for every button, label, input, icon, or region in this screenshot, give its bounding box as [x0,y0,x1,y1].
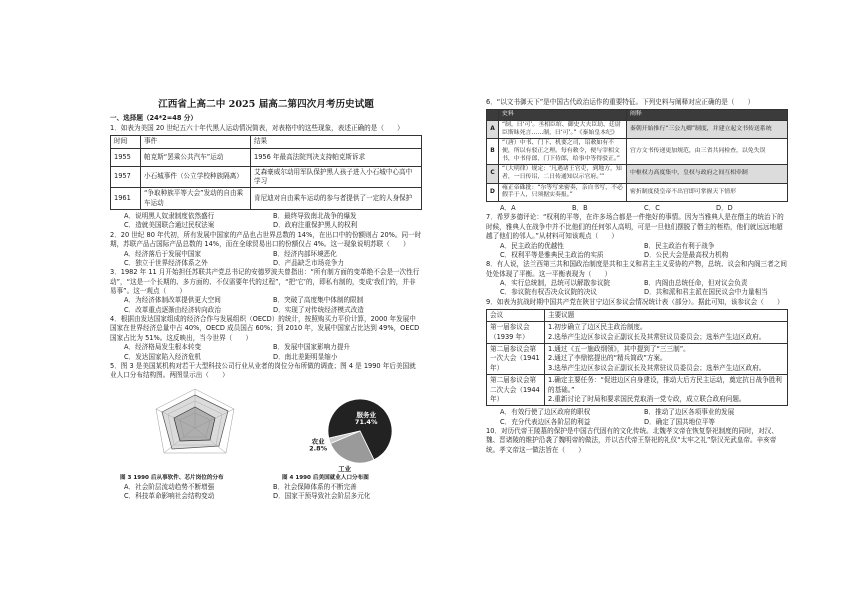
option-b[interactable]: B．经济内部环境恶化 [273,249,337,258]
table-cell: A [487,121,499,139]
question-9-stem: 9．如表为抗战时期中国共产党在陕甘宁边区参议会情况统计表（部分）。据此可知，该参议会（ ） [486,297,784,306]
question-2-stem: 2．20 世纪 80 年代初，所有发展中国家的产品也占世界总数的 14%，在出口中的份额则占 20%。同一时期，苏联产品占国际产品总数的 14%，而在全球贸易出口的份额仅占 4%。这一现象说明苏联（ ） [110,230,422,249]
question-5-stem: 5．图 3 是美国某机构对若干大型科技公司行业从业者的岗位分布所做的调查；图 4 是 1990 年后美国就业人口分布结构图。两图显示出（ ） [110,361,416,380]
table-row [487,344,788,375]
table-cell: “争取种族平等大会”发动的自由乘车运动 [141,188,251,210]
question-2-options [110,250,422,269]
radar-diagram [120,383,270,473]
option-b[interactable]: B．推动了边区各项事业的发展 [644,408,735,417]
exam-title: 江西省上高二中 2025 届高二第四次月考历史试题 [158,99,374,110]
option-c[interactable]: C．权利平等是雅典民主政治的实质 [500,250,604,259]
table-cell: 1955 [111,148,141,166]
pie-label-value: 2.8% [309,444,328,453]
option-a[interactable]: A．经济落后于发展中国家 [124,249,202,258]
table-header-cell: 会议 [487,310,545,322]
table-cell: 秦朝开始推行“三公九卿”制度，并建立起文书传送系统 [627,121,788,139]
option-a[interactable]: A．为经济体制改革提供更大空间 [124,296,221,305]
table-header-cell [487,110,499,121]
table-row [111,188,422,210]
option-a[interactable]: A．有效行使了边区政府的职权 [500,408,591,417]
table-row [487,139,788,165]
option-d[interactable]: D．南北差距明显缩小 [273,352,338,361]
option-b[interactable]: B．B [572,204,588,213]
option-a[interactable]: A．实行总统制，总统可以解散参议院 [500,278,611,287]
option-c[interactable]: C．造就美国联合通过民权法案 [124,221,215,230]
table-header-row [487,310,788,322]
table-cell: 帕克斯“罢乘公共汽车”运动 [141,148,251,166]
table-cell: 肯尼迪对自由乘车运动的参与者提供了一定的人身保护 [251,188,422,210]
table-header-cell: 结果 [251,136,422,148]
question-7-stem: 7．希罗多德评论：“权利的平等，在许多场合都是一件绝好的事情。因为当雅典人是在僭主的统治下的时候，雅典人在战争中并不比他们的任何邻人高明，可是一旦他们摆脱了僭主的桎梏，他们就远远地超越了他们的邻人。”从材料可知该观点（ ） [486,213,784,241]
section-heading: 一、选择题（24*2=48 分） [110,113,197,122]
question-9-options [486,408,788,427]
table-header-cell: 时间 [111,136,141,148]
table-row [111,148,422,166]
pie-label-category: 工业 [338,464,352,473]
question-9-table [486,309,788,406]
left-column [110,98,422,501]
table-cell: 1957 [111,166,141,188]
option-c[interactable]: C．改革重点逐渐由经济转向政治 [124,305,221,314]
option-d[interactable]: D．确定了国共地位平等 [644,417,716,426]
option-c[interactable]: C．C [644,204,660,213]
question-8-options [486,279,788,298]
table-cell: C [487,165,499,183]
option-c[interactable]: C．科技革命影响社会结构变动 [124,491,215,500]
option-a[interactable]: A．社会阶层流动趋势不断增强 [124,482,215,491]
table-cell: 雍正帝硃批：“尔等写来密奏，亲自书写，不必假手于人，只须据实奏报。” [499,183,627,201]
table-row [487,183,788,201]
pie-label-value [333,472,356,473]
option-d[interactable]: D．国家干预导致社会阶层多元化 [273,491,371,500]
option-b[interactable]: B．民主政治有利于战争 [644,241,715,250]
option-b[interactable]: B．突破了高度集中体制的限制 [273,296,364,305]
question-10-stem: 10．对历代帝王陵墓的保护是中国古代固有的文化传统。北魏孝文帝在恢复祭祀制度的同时，对汉、魏、晋诸陵的维护沿袭了魏明帝的做法，并以古代帝王祭祀的礼仪“太牢之礼”祭汉光武皇帝。辛亥帝统。孝文帝这一做法旨在（ ） [486,426,778,454]
option-b[interactable]: B．内阁由总统任命，但对议会负责 [644,278,748,287]
figure-3-caption: 图 3 1990 后从事软件、芯片岗位的分布 [120,474,224,481]
option-d[interactable]: D．共和派和君主派在国民议会中力量相当 [644,288,768,297]
table-row [111,166,422,188]
figure-4-caption: 图 4 1990 后美国就业人口分布图 [282,474,369,481]
table-cell: 1956 年最高法院判决支持帕克斯诉求 [251,148,422,166]
question-8-stem: 8．有人说，法兰西第三共和国政治制度是共和主义和君主主义妥协的产物，总统、议会和内阁三者之间处处体现了平衡。这一平衡表现为（ ） [486,260,787,278]
option-d[interactable]: D．政府注重保护黑人的权利 [273,221,358,230]
option-a[interactable]: A．A [500,204,516,213]
pie-chart [282,383,412,473]
pie-label-category: 农业 [311,437,325,446]
table-header-cell: 主要议题 [545,310,788,322]
table-cell: “制，曰‘可’。丞相臣绾、御史大夫臣劫、廷尉臣斯昧死言……制，曰‘可’。”《秦始皇本纪》 [499,121,627,139]
table-cell: 1.确定主要任务：“促进边区自身建设，推动大后方民主运动，奠定抗日战争胜利的基础。” 2.重新讨论了时局和要求国民党取消一党专政，成立联合政府问题。 [545,375,788,406]
option-b[interactable]: B．最终导致南北战争的爆发 [273,212,357,221]
question-1-stem: 1．如表为美国 20 世纪五六十年代黑人运动情况简表，对表格中的这些现象，表述正确的是（ ） [110,123,404,132]
table-row [487,375,788,406]
table-row [487,322,788,344]
question-5-figures [120,383,422,483]
table-cell: “（唐）中书、门下、机要之司，诏敕如有不便，所以有驳正之理。每有敕令，便与宰相文书，中书侍郎，门下侍郎，给事中等得驳正。” [499,139,627,165]
table-cell: 第二届参议会第一次大会（1941 年） [487,344,545,375]
question-6-table [486,109,788,202]
table-cell: 1.初步确立了边区民主政治制度。 2.选举产生边区参议会正副议长及其常驻议员委员会；选举产生边区政府。 [545,322,788,344]
figure-4 [282,383,412,483]
pie-label-category: 服务业 [356,410,376,419]
option-a[interactable]: A．经济格局发生根本转变 [124,343,202,352]
table-cell: 中枢权力高度集中，皇权与政府之间互相牵制 [627,165,788,183]
option-d[interactable]: D．公民大会是最高权力机构 [644,250,729,259]
question-4-stem: 4．根据由发达国家组成的经济合作与发展组织（OECD）的统计，按照购买力平价计算，2000 年发展中国家在世界经济总量中占 40%，OECD 成员国占 60%；到 2010 年，发展中国家占比达到 49%，OECD 国家占比为 51%。这反映出，当今世界（ ） [110,315,420,342]
figure-3 [120,383,270,483]
option-d[interactable]: D．实现了对传统经济模式改造 [273,305,364,314]
table-cell: 第二届参议会第二次大会（1944 年） [487,375,545,406]
table-header-row [487,110,788,121]
right-column [486,98,788,455]
table-row [487,121,788,139]
option-c[interactable]: C．发达国家陷入经济危机 [124,352,202,361]
table-cell: “（大明律）规定：‘凡遇诸王官吏，到地方，知者，一日传诏，二日传通知以示官府。’” [499,165,627,183]
question-4-options [110,343,422,362]
option-a[interactable]: A．民主政治的优越性 [500,241,564,250]
table-cell: B [487,139,499,165]
table-header-cell: 史料 [499,110,627,121]
table-cell: 官方文书传递更加规范，由三省共同检查，以免失误 [627,139,788,165]
option-b[interactable]: B．社会保障体系的不断完善 [273,482,357,491]
option-c[interactable]: C．独立于世界经济体系之外 [124,258,208,267]
question-3-stem: 3．1982 年 11 月开始担任苏联共产党总书记的安德罗波夫曾指出：“所有制方面的变革绝不会是一次性行动”，“这是一个长期的、多方面的、不仅需要年代的过程”，“把‘它’的，即私有制的，变成‘我们’的，并非易事”。这一观点（ ） [110,268,420,295]
option-c[interactable]: C．参议院有权否决众议院的决议 [500,288,597,297]
option-a[interactable]: A．说明黑人奴隶制度依然盛行 [124,212,215,221]
table-cell: 密折制度使皇帝不出宫即可掌握天下情形 [627,183,788,201]
table-cell: 第一届参议会（1939 年） [487,322,545,344]
option-c[interactable]: C．充分代表边区各阶层的利益 [500,417,591,426]
option-d[interactable]: D．产品缺乏市场竞争力 [273,258,345,267]
question-5-options [110,483,422,502]
question-1-table [110,135,422,210]
table-cell: 艾森豪威尔动用军队保护黑人孩子进入小石城中心高中学习 [251,166,422,188]
table-header-cell: 阐释 [627,110,788,121]
table-cell: D [487,183,499,201]
question-1-options [110,212,422,231]
table-cell: 1961 [111,188,141,210]
option-d[interactable]: D．D [716,204,733,213]
table-header-cell: 事件 [141,136,251,148]
question-7-options [486,242,788,261]
question-6-stem: 6．“以文书御天下”是中国古代政治运作的重要特征。下列史料与阐释对应正确的是（ ） [486,98,755,106]
question-3-options [110,296,422,315]
table-cell: 小石城事件（公立学校种族隔离） [141,166,251,188]
table-cell: 1.通过《五一施政纲领》，其中提到了“三三制”。 2.通过了李鼎铭提出的“精兵简政”方案。 3.选举产生边区参议会正副议长及其常驻议员委员会；选举产生边区政府。 [545,344,788,375]
pie-label-value: 71.4% [354,417,378,426]
option-b[interactable]: B．发展中国家影响力提升 [273,343,351,352]
table-row [487,165,788,183]
table-header-row [111,136,422,148]
